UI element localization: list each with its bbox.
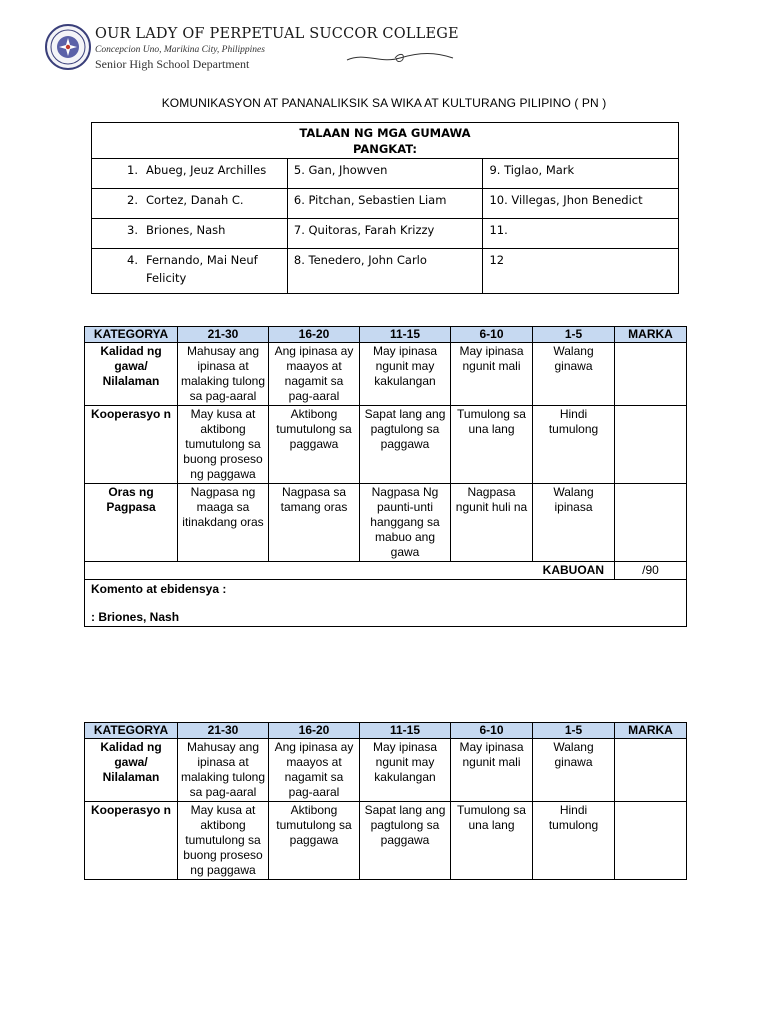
rubric-cell: Mahusay ang ipinasa at malaking tulong sa pag-aaral [178,343,269,406]
rubric-header-cell: 21-30 [178,327,269,343]
comment-label: Komento at ebidensya : [91,582,227,596]
course-title: KOMUNIKASYON AT PANANALIKSIK SA WIKA AT KULTURANG PILIPINO ( PN ) [161,96,607,110]
rubric-row [85,343,687,406]
rubric-cell: May kusa at aktibong tumutulong sa buong proseso ng paggawa [178,802,269,880]
roster-name: Cortez, Danah C. [146,193,244,207]
rubric-row [85,406,687,484]
school-name: OUR LADY OF PERPETUAL SUCCOR COLLEGE [95,26,459,42]
rubric-cell: Walang ginawa [533,343,615,406]
rubric-cell: Ang ipinasa ay maayos at nagamit sa pag-aaral [269,343,360,406]
roster-name: Abueg, Jeuz Archilles [146,163,267,177]
roster-title: TALAAN NG MGA GUMAWA [299,126,471,140]
comment-box[interactable] [85,580,687,627]
rubric-header-cell: 6-10 [451,327,533,343]
rubric-header-cell: 11-15 [360,327,451,343]
rubric-cell: Walang ipinasa [533,484,615,562]
school-address: Concepcion Uno, Marikina City, Philippines [95,45,265,55]
roster-header [92,123,679,159]
rubric-row [85,484,687,562]
rubric-header-row [85,327,687,343]
roster-row [92,219,679,249]
roster-subtitle: PANGKAT: [352,142,418,156]
roster-cell: 11. [483,219,679,249]
rubric-cell: Hindi tumulong [533,406,615,484]
score-cell[interactable] [615,406,687,484]
rubric-cell: Nagpasa Ng paunti-unti hanggang sa mabuo ang gawa [360,484,451,562]
rubric-cell: Tumulong sa una lang [451,802,533,880]
rubric-category: Kalidad ng gawa/ Nilalaman [85,343,178,406]
college-seal-logo [45,24,91,70]
rubric-cell: Sapat lang ang pagtulong sa paggawa [360,802,451,880]
score-cell[interactable] [615,484,687,562]
rubric-header-cell: 16-20 [269,723,360,739]
rubric-table-2 [84,722,687,880]
rubric-header-row [85,723,687,739]
roster-name: Fernando, Mai Neuf Felicity [146,253,258,285]
score-cell[interactable] [615,739,687,802]
group-roster-table [91,122,679,294]
rubric-cell: Tumulong sa una lang [451,406,533,484]
roster-cell: 9. Tiglao, Mark [483,159,679,189]
roster-row [92,189,679,219]
rubric-table [84,326,687,627]
rubric-header-cell: 11-15 [360,723,451,739]
roster-cell [92,189,288,219]
rubric-header-cell: 16-20 [269,327,360,343]
rubric-header-cell: 1-5 [533,723,615,739]
rubric-cell: May ipinasa ngunit mali [451,343,533,406]
rubric-cell: Walang ginawa [533,739,615,802]
roster-row [92,159,679,189]
rubric-cell: May ipinasa ngunit may kakulangan [360,739,451,802]
roster-number: 2. [127,193,138,207]
roster-cell: 10. Villegas, Jhon Benedict [483,189,679,219]
rubric-category: Kooperasyo n [85,802,178,880]
rubric-cell: Hindi tumulong [533,802,615,880]
rubric-header-cell: MARKA [615,723,687,739]
rubric-row [85,802,687,880]
roster-name: Briones, Nash [146,223,226,237]
score-cell[interactable] [615,802,687,880]
rubric-cell: Mahusay ang ipinasa at malaking tulong sa pag-aaral [178,739,269,802]
rubric-cell: Nagpasa ng maaga sa itinakdang oras [178,484,269,562]
rubric-cell: May kusa at aktibong tumutulong sa buong proseso ng paggawa [178,406,269,484]
letterhead [45,24,745,76]
roster-number: 4. [127,253,138,267]
rubric-row [85,739,687,802]
rubric-header-cell: 6-10 [451,723,533,739]
rubric-cell: Aktibong tumutulong sa paggawa [269,406,360,484]
rubric-cell: Sapat lang ang pagtulong sa paggawa [360,406,451,484]
rubric-header-cell: MARKA [615,327,687,343]
comment-row [85,580,687,627]
rubric-cell: Ang ipinasa ay maayos at nagamit sa pag-aaral [269,739,360,802]
roster-cell: 5. Gan, Jhowven [287,159,483,189]
school-department: Senior High School Department [95,57,250,71]
rubric-header-cell: 21-30 [178,723,269,739]
rubric-cell: Aktibong tumutulong sa paggawa [269,802,360,880]
rubric-cell: Nagpasa sa tamang oras [269,484,360,562]
rubric-cell: May ipinasa ngunit mali [451,739,533,802]
rubric-category: Oras ng Pagpasa [85,484,178,562]
rubric-cell: Nagpasa ngunit huli na [451,484,533,562]
roster-cell: 12 [483,249,679,294]
roster-cell: 6. Pitchan, Sebastien Liam [287,189,483,219]
roster-number: 1. [127,163,138,177]
total-label: KABUOAN [85,562,615,580]
rubric-header-cell: KATEGORYA [85,723,178,739]
rubric-category: Kooperasyo n [85,406,178,484]
rubric-cell: May ipinasa ngunit may kakulangan [360,343,451,406]
total-row [85,562,687,580]
roster-cell [92,249,288,294]
score-cell[interactable] [615,343,687,406]
rubric-category: Kalidad ng gawa/ Nilalaman [85,739,178,802]
roster-cell: 8. Tenedero, John Carlo [287,249,483,294]
roster-cell [92,219,288,249]
rubric-header-cell: KATEGORYA [85,327,178,343]
roster-cell [92,159,288,189]
roster-cell: 7. Quitoras, Farah Krizzy [287,219,483,249]
roster-number: 3. [127,223,138,237]
total-value: /90 [615,562,687,580]
roster-row [92,249,679,294]
decorative-flourish-icon [345,50,455,66]
rubric-header-cell: 1-5 [533,327,615,343]
comment-value: : Briones, Nash [91,610,180,624]
